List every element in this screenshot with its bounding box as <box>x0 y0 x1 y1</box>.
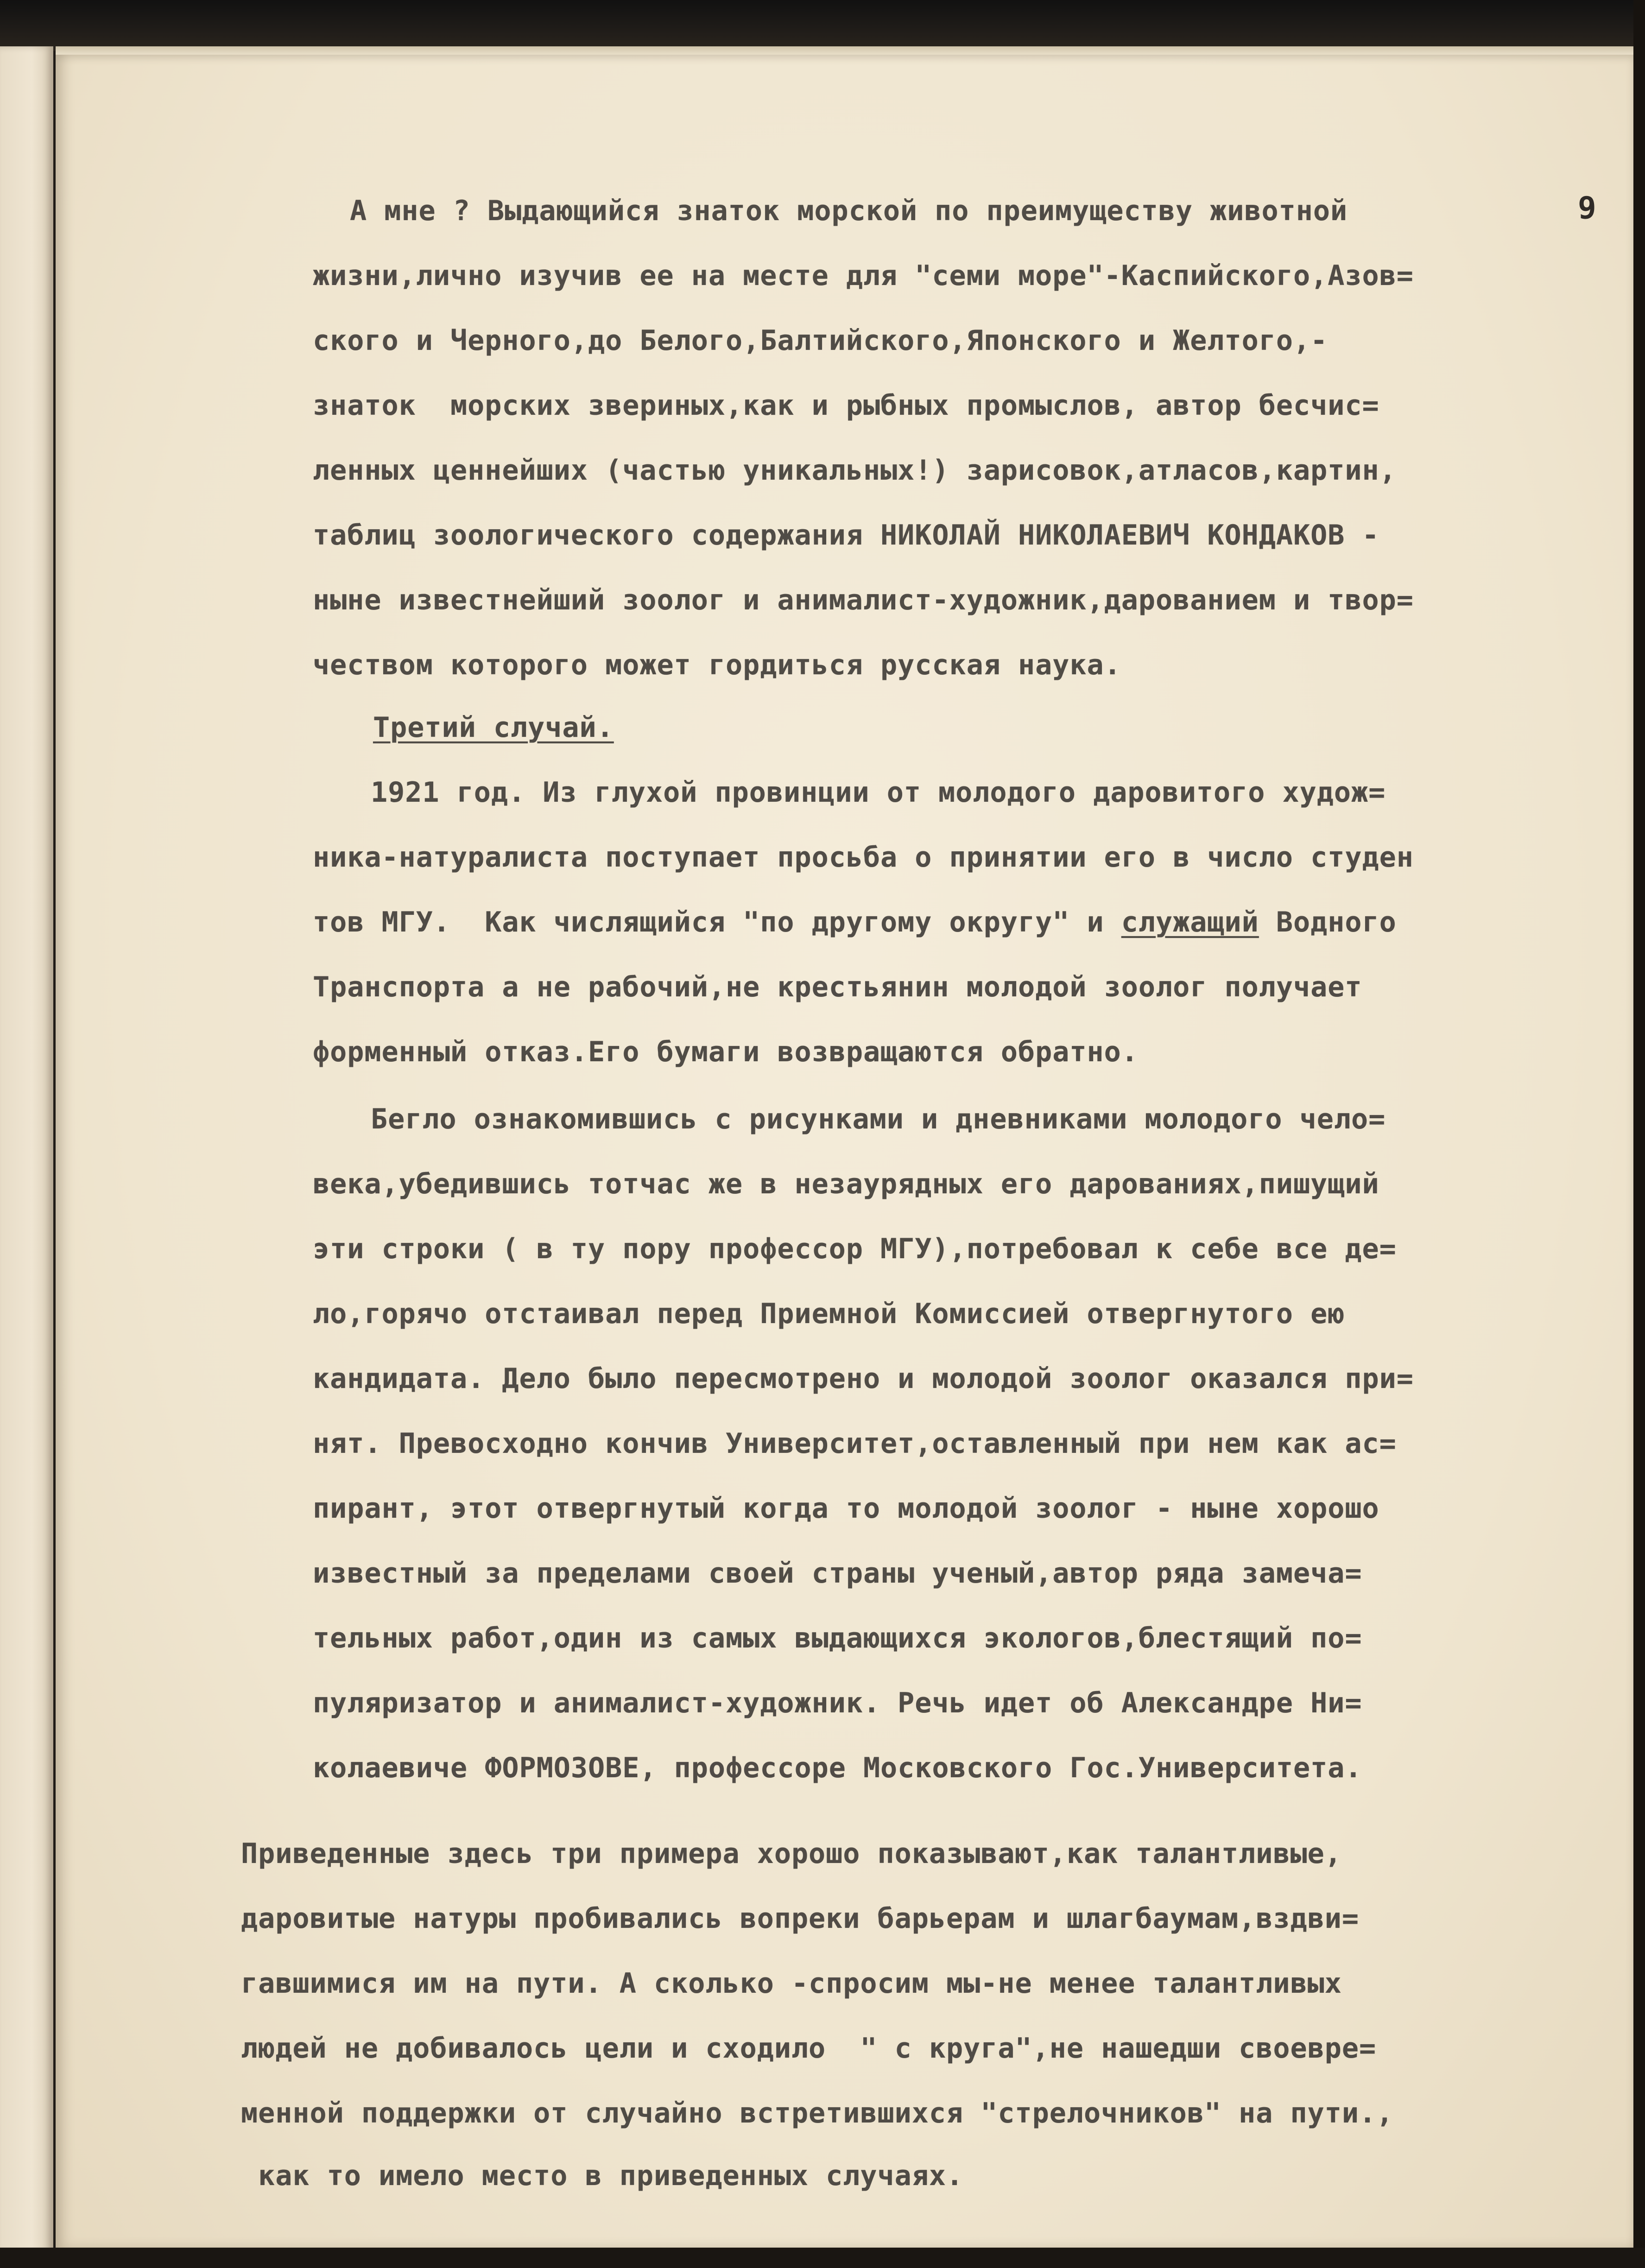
right-background <box>1633 0 1645 2268</box>
text-fragment: Водного <box>1259 906 1397 938</box>
top-background <box>0 0 1645 51</box>
text-line: как то имело место в приведенных случаях. <box>241 2160 964 2192</box>
section-heading: Третий случай. <box>373 711 614 744</box>
text-line: гавшимися им на пути. А сколько -спросим мы-не менее талантливых <box>241 1967 1342 2000</box>
text-line: жизни,лично изучив ее на месте для "семи море"-Каспийского,Азов= <box>313 260 1414 292</box>
text-line: Транспорта а не рабочий,не крестьянин молодой зоолог получает <box>313 971 1362 1003</box>
text-line: пирант, этот отвергнутый когда то молодой зоолог - ныне хорошо <box>313 1492 1379 1525</box>
text-line: тельных работ,один из самых выдающихся экологов,блестящий по= <box>313 1622 1362 1654</box>
text-line: форменный отказ.Его бумаги возвращаются обратно. <box>313 1036 1139 1068</box>
text-line: ленных ценнейших (частью уникальных!) зарисовок,атласов,картин, <box>313 454 1397 487</box>
text-line: пуляризатор и анималист-художник. Речь идет об Александре Ни= <box>313 1687 1362 1719</box>
text-line: Приведенные здесь три примера хорошо показывают,как талантливые, <box>241 1837 1342 1870</box>
text-line: чеством которого может гордиться русская наука. <box>313 649 1121 681</box>
text-line: ника-натуралиста поступает просьба о принятии его в число студен <box>313 841 1414 874</box>
text-line: колаевиче ФОРМОЗОВЕ, профессоре Московского Гос.Университета. <box>313 1752 1362 1784</box>
text-line: знаток морских звериных,как и рыбных промыслов, автор бесчис= <box>313 389 1379 422</box>
text-line: А мне ? Выдающийся знаток морской по преимуществу животной <box>350 195 1348 227</box>
text-line: менной поддержки от случайно встретившихся "стрелочников" на пути., <box>241 2097 1394 2129</box>
text-line <box>313 904 1397 941</box>
bottom-background <box>0 2248 1645 2268</box>
text-line: эти строки ( в ту пору профессор МГУ),потребовал к себе все де= <box>313 1233 1397 1265</box>
page-number: 9 <box>1578 190 1596 226</box>
text-line: ского и Черного,до Белого,Балтийского,Японского и Желтого,- <box>313 324 1328 357</box>
text-line: известный за пределами своей страны ученый,автор ряда замеча= <box>313 1557 1362 1590</box>
text-line: века,убедившись тотчас же в незаурядных его дарованиях,пишущий <box>313 1168 1379 1200</box>
underlined-word: служащий <box>1121 906 1259 938</box>
text-line: ло,горячо отстаивал перед Приемной Комиссией отвергнутого ею <box>313 1298 1345 1330</box>
text-line: ныне известнейший зоолог и анималист-художник,дарованием и твор= <box>313 584 1414 616</box>
text-line: кандидата. Дело было пересмотрено и молодой зоолог оказался при= <box>313 1362 1414 1395</box>
text-line: 1921 год. Из глухой провинции от молодого даровитого худож= <box>371 776 1386 809</box>
text-fragment: тов МГУ. Как числящийся "по другому округу" и <box>313 906 1121 938</box>
text-line: нят. Превосходно кончив Университет,оставленный при нем как ас= <box>313 1427 1397 1460</box>
text-line: людей не добивалось цели и сходило " с круга",не нашедши своевре= <box>241 2032 1377 2065</box>
page-top-edge <box>56 46 1636 55</box>
text-line: таблиц зоологического содержания НИКОЛАЙ НИКОЛАЕВИЧ КОНДАКОВ - <box>313 519 1379 551</box>
text-line: даровитые натуры пробивались вопреки барьерам и шлагбаумам,вздви= <box>241 1902 1359 1935</box>
text-line: Бегло ознакомившись с рисунками и дневниками молодого чело= <box>371 1103 1386 1135</box>
